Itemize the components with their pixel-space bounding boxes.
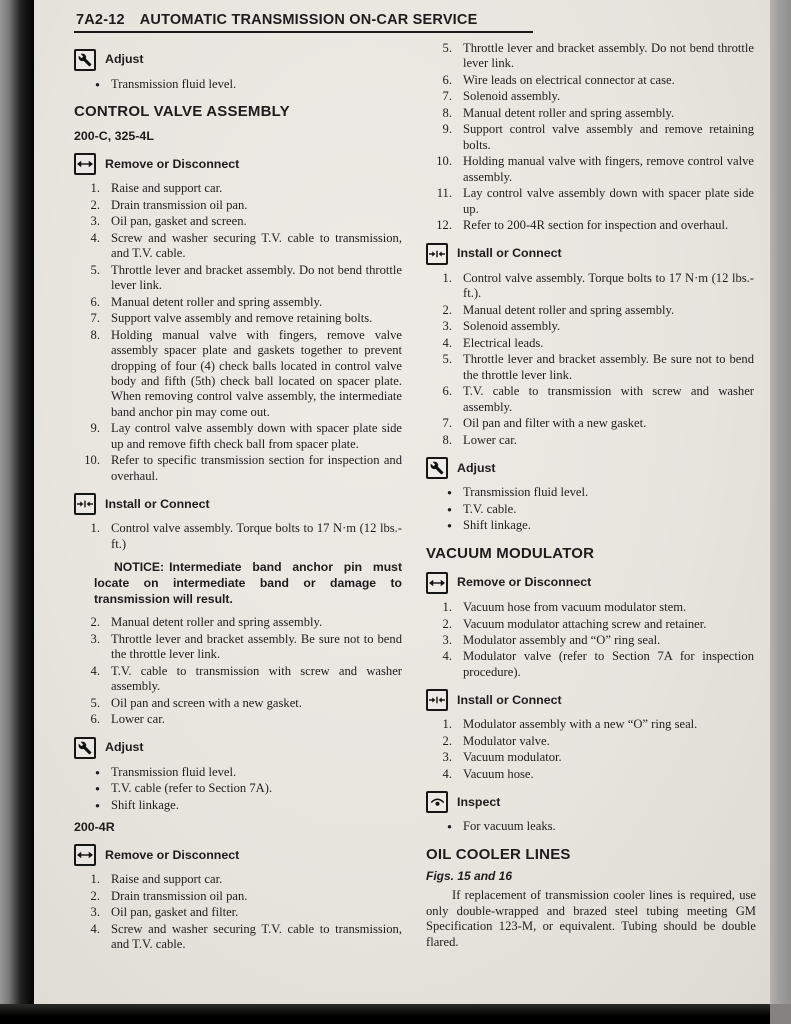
- procedure-icon-row: [74, 49, 404, 71]
- procedure-label: Remove or Disconnect: [457, 575, 592, 590]
- bullet-item: [426, 502, 756, 517]
- numbered-list: [426, 41, 756, 234]
- notice-block: [94, 560, 402, 607]
- right-column: [426, 40, 756, 954]
- item-number: 2.: [442, 302, 452, 317]
- item-number: 3.: [90, 631, 100, 646]
- numbered-list: [426, 271, 756, 448]
- bullet-icon: ●: [95, 784, 100, 794]
- item-text: Vacuum hose from vacuum modulator stem.: [463, 600, 687, 615]
- item-text: Modulator assembly and “O” ring seal.: [463, 633, 661, 647]
- list-item: [74, 872, 404, 887]
- item-number: 1.: [442, 270, 452, 285]
- item-number: 3.: [442, 750, 452, 765]
- list-item: [74, 311, 404, 326]
- item-text: T.V. cable to transmission with screw and washer assembly.: [111, 663, 402, 694]
- item-number: 10.: [84, 453, 100, 468]
- list-item: [74, 198, 404, 213]
- item-text: Control valve assembly. Torque bolts to 17 N·m (12 lbs.-ft.): [111, 521, 402, 551]
- list-item: [426, 416, 756, 431]
- item-text: Oil pan and screen with a new gasket.: [111, 695, 302, 710]
- item-text: Support valve assembly and remove retaining bolts.: [111, 311, 373, 326]
- item-text: Throttle lever and bracket assembly. Be sure not to bend the throttle lever link.: [463, 352, 754, 382]
- scan-edge-bottom: [0, 1004, 770, 1024]
- list-item: [426, 319, 756, 334]
- item-number: 3.: [442, 633, 452, 647]
- item-number: 3.: [442, 319, 452, 334]
- list-item: [426, 633, 756, 648]
- item-text: Refer to 200-4R section for inspection and overhaul.: [463, 218, 729, 233]
- list-item: [426, 734, 756, 749]
- procedure-label: Adjust: [105, 52, 144, 67]
- list-item: [74, 328, 404, 421]
- item-text: Manual detent roller and spring assembly.: [111, 615, 323, 630]
- numbered-list: [426, 717, 756, 782]
- numbered-list: [74, 872, 404, 952]
- bullet-text: Shift linkage.: [463, 518, 531, 533]
- item-number: 5.: [442, 41, 452, 55]
- item-text: Lower car.: [111, 712, 165, 727]
- item-text: Manual detent roller and spring assembly.: [463, 302, 675, 317]
- item-number: 5.: [90, 695, 100, 710]
- procedure-label: Remove or Disconnect: [105, 847, 240, 862]
- figure-reference: Figs. 15 and 16: [426, 869, 513, 884]
- list-item: [426, 271, 756, 302]
- item-number: 2.: [90, 888, 100, 903]
- item-number: 2.: [90, 197, 100, 212]
- body-paragraph: If replacement of transmission cooler lines is required, use only double-wrapped and brazed steel tubing meeting GM Specification 123-M, or equivalent. Tubing should be double flared.: [426, 888, 756, 949]
- bullet-list: [426, 485, 756, 533]
- adjust-icon: [74, 737, 96, 759]
- page-header: [74, 10, 533, 33]
- procedure-label: Remove or Disconnect: [105, 156, 240, 171]
- procedure-label: Adjust: [457, 460, 496, 475]
- list-item: [74, 696, 404, 711]
- item-number: 11.: [436, 186, 452, 201]
- item-number: 8.: [442, 105, 452, 120]
- item-text: Raise and support car.: [111, 872, 223, 887]
- item-text: Oil pan, gasket and screen.: [111, 214, 247, 229]
- bullet-item: [426, 819, 756, 834]
- bullet-item: [74, 781, 404, 796]
- item-text: Modulator valve (refer to Section 7A for inspection procedure).: [463, 649, 754, 679]
- item-text: Raise and support car.: [111, 181, 223, 196]
- list-item: [74, 615, 404, 630]
- list-item: [74, 263, 404, 294]
- item-text: Modulator valve.: [463, 733, 550, 748]
- item-text: Drain transmission oil pan.: [111, 197, 248, 212]
- item-text: Electrical leads.: [463, 335, 544, 350]
- item-text: Holding manual valve with fingers, remove control valve assembly.: [463, 154, 754, 184]
- list-item: [74, 922, 404, 953]
- procedure-icon-row: [74, 153, 404, 175]
- list-item: [426, 649, 756, 680]
- procedure-icon-row: [426, 689, 756, 711]
- item-number: 1.: [442, 717, 452, 732]
- page-number: 7A2-12: [76, 12, 125, 28]
- list-item: [74, 295, 404, 310]
- bullet-text: Transmission fluid level.: [463, 485, 589, 500]
- item-number: 6.: [90, 712, 100, 727]
- bullet-text: T.V. cable (refer to Section 7A).: [111, 781, 273, 796]
- item-number: 1.: [442, 600, 452, 615]
- bullet-item: [74, 77, 404, 92]
- list-item: [74, 905, 404, 920]
- bullet-text: Transmission fluid level.: [111, 764, 237, 779]
- bullet-text: For vacuum leaks.: [463, 819, 556, 834]
- sub-heading: 200-C, 325-4L: [74, 128, 154, 143]
- numbered-list: [74, 181, 404, 484]
- list-item: [426, 336, 756, 351]
- section-heading: CONTROL VALVE ASSEMBLY: [74, 103, 290, 121]
- list-item: [426, 106, 756, 121]
- item-text: T.V. cable to transmission with screw and washer assembly.: [463, 384, 754, 414]
- notice-label: NOTICE:: [114, 560, 165, 575]
- list-item: [426, 384, 756, 415]
- procedure-icon-row: [74, 493, 404, 515]
- item-text: Manual detent roller and spring assembly.: [463, 105, 675, 120]
- page-title: AUTOMATIC TRANSMISSION ON-CAR SERVICE: [139, 12, 478, 28]
- inspect-icon: [426, 791, 448, 813]
- item-text: Oil pan, gasket and filter.: [111, 905, 239, 920]
- bullet-icon: ●: [447, 504, 452, 514]
- bullet-text: T.V. cable.: [463, 501, 517, 516]
- two-column-layout: [74, 40, 756, 954]
- section-heading: VACUUM MODULATOR: [426, 544, 595, 562]
- item-text: Screw and washer securing T.V. cable to transmission, and T.V. cable.: [111, 921, 402, 952]
- item-number: 9.: [90, 421, 100, 436]
- item-number: 7.: [90, 311, 100, 326]
- remove-icon: [74, 844, 96, 866]
- item-text: Throttle lever and bracket assembly. Be sure not to bend the throttle lever link.: [111, 631, 402, 662]
- item-number: 5.: [442, 352, 452, 367]
- item-number: 2.: [442, 616, 452, 631]
- item-number: 2.: [90, 615, 100, 630]
- bullet-list: [426, 819, 756, 834]
- item-number: 8.: [442, 432, 452, 447]
- list-item: [426, 89, 756, 104]
- list-item: [426, 122, 756, 153]
- list-item: [426, 154, 756, 185]
- list-item: [74, 421, 404, 452]
- remove-icon: [426, 572, 448, 594]
- procedure-icon-row: [74, 844, 404, 866]
- item-text: Modulator assembly with a new “O” ring seal.: [463, 717, 698, 732]
- manual-page: [34, 0, 770, 1004]
- item-number: 4.: [90, 663, 100, 678]
- numbered-list: [426, 600, 756, 680]
- item-number: 6.: [90, 294, 100, 309]
- item-text: Oil pan and filter with a new gasket.: [463, 416, 647, 431]
- procedure-icon-row: [426, 457, 756, 479]
- list-item: [426, 186, 756, 217]
- bullet-icon: ●: [447, 488, 452, 498]
- list-item: [426, 750, 756, 765]
- procedure-label: Install or Connect: [105, 496, 210, 511]
- list-item: [74, 889, 404, 904]
- remove-icon: [74, 153, 96, 175]
- item-number: 1.: [90, 521, 100, 536]
- procedure-label: Inspect: [457, 794, 501, 809]
- list-item: [426, 218, 756, 233]
- list-item: [426, 433, 756, 448]
- list-item: [74, 664, 404, 695]
- list-item: [74, 521, 404, 552]
- section-heading: OIL COOLER LINES: [426, 845, 571, 863]
- list-item: [74, 453, 404, 484]
- item-text: Drain transmission oil pan.: [111, 888, 248, 903]
- list-item: [426, 352, 756, 383]
- install-icon: [74, 493, 96, 515]
- procedure-label: Adjust: [105, 739, 144, 754]
- bullet-icon: ●: [95, 767, 100, 777]
- item-text: Lower car.: [463, 432, 517, 447]
- item-number: 3.: [90, 905, 100, 920]
- item-number: 7.: [442, 89, 452, 104]
- list-item: [74, 632, 404, 663]
- list-item: [426, 41, 756, 72]
- bullet-item: [426, 485, 756, 500]
- bullet-list: [74, 765, 404, 813]
- procedure-label: Install or Connect: [457, 246, 562, 261]
- item-text: Manual detent roller and spring assembly.: [111, 294, 323, 309]
- list-item: [426, 767, 756, 782]
- item-number: 3.: [90, 214, 100, 229]
- scan-edge-right: [770, 0, 791, 1024]
- item-number: 10.: [436, 154, 452, 169]
- procedure-icon-row: [74, 737, 404, 759]
- item-text: Vacuum hose.: [463, 766, 534, 781]
- item-number: 6.: [442, 72, 452, 87]
- adjust-icon: [426, 457, 448, 479]
- scan-edge-corner: [770, 1004, 791, 1024]
- numbered-list: [74, 615, 404, 727]
- list-item: [74, 712, 404, 727]
- item-number: 1.: [90, 872, 100, 887]
- item-text: Wire leads on electrical connector at case.: [463, 72, 675, 87]
- item-number: 8.: [90, 327, 100, 342]
- bullet-text: Shift linkage.: [111, 797, 179, 812]
- item-text: Vacuum modulator.: [463, 750, 562, 765]
- procedure-label: Install or Connect: [457, 692, 562, 707]
- item-text: Screw and washer securing T.V. cable to transmission, and T.V. cable.: [111, 230, 402, 261]
- bullet-item: [74, 798, 404, 813]
- numbered-list: [74, 521, 404, 552]
- list-item: [426, 600, 756, 615]
- bullet-icon: ●: [447, 521, 452, 531]
- list-item: [74, 231, 404, 262]
- bullet-icon: ●: [447, 822, 452, 832]
- bullet-icon: ●: [95, 80, 100, 89]
- item-text: Support control valve assembly and remove retaining bolts.: [463, 122, 754, 152]
- item-number: 5.: [90, 262, 100, 277]
- item-number: 12.: [436, 218, 452, 233]
- bullet-item: [426, 518, 756, 533]
- item-number: 9.: [442, 122, 452, 137]
- install-icon: [426, 243, 448, 265]
- item-number: 1.: [90, 181, 100, 196]
- procedure-icon-row: [426, 572, 756, 594]
- item-number: 4.: [442, 335, 452, 350]
- scan-edge-left: [0, 0, 34, 1024]
- adjust-icon: [74, 49, 96, 71]
- item-number: 2.: [442, 733, 452, 748]
- list-item: [426, 303, 756, 318]
- list-item: [74, 181, 404, 196]
- item-text: Lay control valve assembly down with spacer plate side up and remove fifth check ball from spacer plate.: [111, 421, 402, 451]
- item-text: Vacuum modulator attaching screw and retainer.: [463, 616, 707, 631]
- item-number: 4.: [442, 766, 452, 781]
- item-text: Lay control valve assembly down with spacer plate side up.: [463, 186, 754, 216]
- bullet-item: [74, 765, 404, 780]
- bullet-icon: ●: [95, 800, 100, 810]
- item-text: Throttle lever and bracket assembly. Do not bend throttle lever link.: [463, 41, 754, 71]
- item-text: Holding manual valve with fingers, remove valve assembly spacer plate and gaskets together to prevent dropping of four (4) check balls located in control valve body and fifth (5th) check ball located on spacer plate. When removing control valve assembly, the intermediate band anchor pin may come out.: [111, 327, 402, 419]
- item-number: 4.: [90, 230, 100, 245]
- item-number: 4.: [90, 921, 100, 936]
- item-number: 6.: [442, 384, 452, 399]
- notice-text: Intermediate band anchor pin must locate on intermediate band or damage to transmission will result.: [94, 560, 402, 606]
- item-text: Refer to specific transmission section for inspection and overhaul.: [111, 453, 402, 483]
- install-icon: [426, 689, 448, 711]
- list-item: [426, 617, 756, 632]
- bullet-text: Transmission fluid level.: [111, 77, 237, 91]
- bullet-list: [74, 77, 404, 92]
- item-number: 7.: [442, 416, 452, 431]
- procedure-icon-row: [426, 243, 756, 265]
- list-item: [426, 73, 756, 88]
- item-text: Solenoid assembly.: [463, 89, 561, 104]
- list-item: [426, 717, 756, 732]
- procedure-icon-row: [426, 791, 756, 813]
- item-text: Throttle lever and bracket assembly. Do not bend throttle lever link.: [111, 262, 402, 293]
- item-text: Control valve assembly. Torque bolts to 17 N·m (12 lbs.-ft.).: [463, 270, 754, 301]
- list-item: [74, 214, 404, 229]
- item-text: Solenoid assembly.: [463, 319, 561, 334]
- left-column: [74, 40, 404, 954]
- item-number: 4.: [442, 649, 452, 664]
- sub-heading: 200-4R: [74, 820, 115, 835]
